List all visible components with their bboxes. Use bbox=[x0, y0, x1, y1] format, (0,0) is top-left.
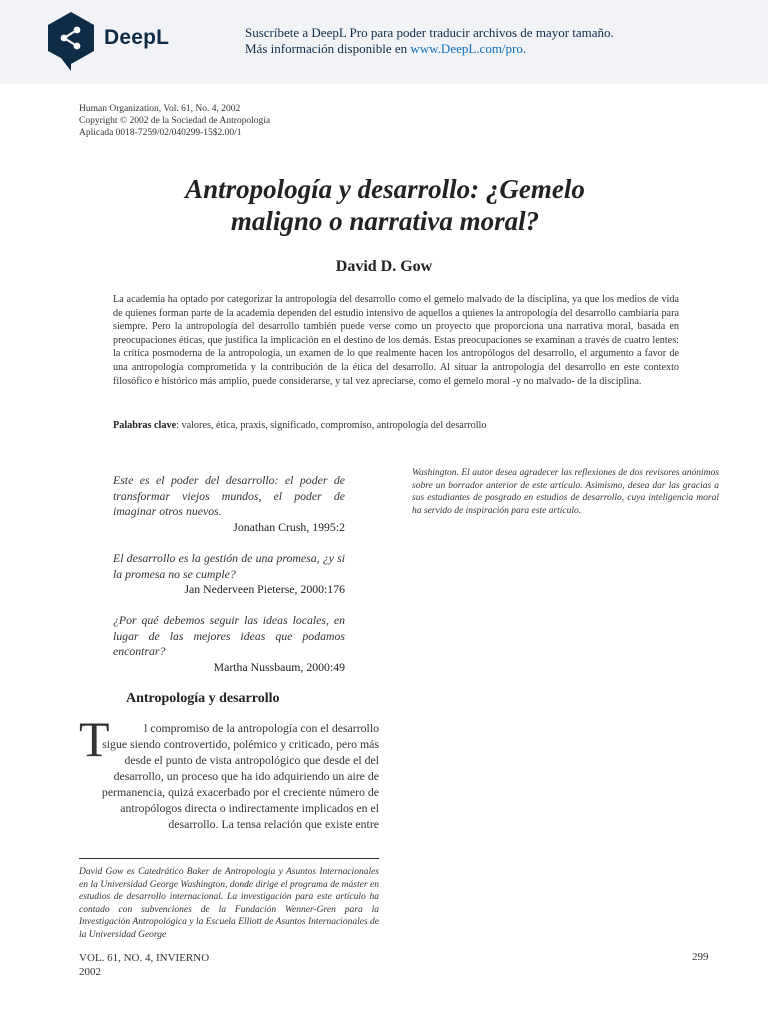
title-line-2: maligno o narrativa moral? bbox=[230, 206, 540, 236]
quote-attribution: Jan Nederveen Pieterse, 2000:176 bbox=[184, 582, 345, 596]
issn-line: Aplicada 0018-7259/02/040299-15$2.00/1 bbox=[79, 128, 242, 138]
footnote-divider bbox=[79, 858, 379, 859]
journal-citation: Human Organization, Vol. 61, No. 4, 2002 bbox=[79, 104, 241, 114]
promo-text bbox=[245, 25, 614, 56]
epigraph-quote bbox=[113, 613, 345, 675]
footer-volume-line-1: VOL. 61, NO. 4, INVIERNO bbox=[79, 952, 210, 964]
quote-attribution: Jonathan Crush, 1995:2 bbox=[233, 519, 345, 534]
journal-metadata bbox=[79, 103, 270, 139]
epigraph-quote bbox=[113, 551, 345, 598]
epigraph-quote bbox=[113, 473, 345, 535]
body-line: desde el punto de vista antropológico que desde el del bbox=[124, 753, 379, 767]
body-text bbox=[79, 720, 379, 832]
promo-line-1: Suscríbete a DeepL Pro para poder traducir archivos de mayor tamaño. bbox=[245, 25, 614, 40]
promo-line-2-prefix: Más información disponible en bbox=[245, 40, 411, 56]
body-line: l compromiso de la antropología con el desarrollo bbox=[144, 721, 379, 735]
quote-text: El desarrollo es la gestión de una promesa, ¿y si la promesa no se cumple? bbox=[113, 551, 345, 581]
body-line: permanencia, quizá exacerbado por el creciente número de bbox=[101, 785, 379, 799]
keywords-label: Palabras clave bbox=[113, 420, 177, 431]
quote-attribution: Martha Nussbaum, 2000:49 bbox=[213, 659, 345, 674]
deepl-logo-icon[interactable] bbox=[45, 10, 97, 72]
footer-volume bbox=[79, 951, 209, 979]
body-line: sigue siendo controvertido, polémico y criticado, pero más bbox=[102, 737, 379, 751]
body-line: desarrollo, un proceso que ha ido adquiriendo un aire de bbox=[113, 769, 379, 783]
title-line-1: Antropología y desarrollo: ¿Gemelo bbox=[185, 174, 585, 204]
section-heading: Antropología y desarrollo bbox=[126, 691, 280, 706]
abstract: La academia ha optado por categorizar la antropología del desarrollo como el gemelo malvado de la disciplina, ya que los medios de vida de quienes forman parte de la academia dependen del estudio intensivo de aquellos a quienes la antropología del desarrollo cambiaría para siempre. Pero la antropología del desarrollo también puede verse como un proyecto que proporciona una narrativa moral, basada en preocupaciones éticas, que justifica la implicación en el destino de los demás. Estas preocupaciones se examinan a través de cuatro lentes: la crítica posmoderna de la antropología, un examen de lo que realmente hacen los antropólogos del desarrollo, el argumento a favor de una antropología comprometida y la contribución de la ética del desarrollo. Al situar la antropología del desarrollo en este contexto filosófico e histórico más amplio, puede considerarse, y tal vez apreciarse, como el gemelo moral -y no malvado- de la disciplina. bbox=[113, 294, 679, 387]
promo-line-2-suffix: . bbox=[522, 40, 527, 56]
copyright-line: Copyright © 2002 de la Sociedad de Antropología bbox=[79, 116, 271, 126]
author-footnote: David Gow es Catedrático Baker de Antropología y Asuntos Internacionales en la Universidad George Washington, donde dirige el programa de máster en estudios de desarrollo internacional. La investigación para este artículo ha contado con subvenciones de la Fundación Wenner-Gren para la Investigación Antropológica y la Escuela Elliott de Asuntos Internacionales de la Universidad George bbox=[79, 867, 379, 940]
quote-text: Este es el poder del desarrollo: el poder de transformar viejos mundos, el poder de imaginar otros nuevos. bbox=[113, 473, 345, 518]
deepl-banner bbox=[0, 0, 768, 84]
promo-line-2 bbox=[245, 41, 614, 57]
body-line: antropólogos directa o indirectamente implicados en el bbox=[120, 801, 379, 815]
author-footnote-continued: Washington. El autor desea agradecer las reflexiones de dos revisores anónimos sobre un borrador anterior de este artículo. Asimismo, desea dar las gracias a sus estudiantes de posgrado en estudios de desarrollo, cuya inteligencia moral ha servido de inspiración para este artículo. bbox=[412, 468, 719, 516]
article-title bbox=[140, 173, 630, 237]
keywords-list: : valores, ética, praxis, significado, compromiso, antropología del desarrollo bbox=[176, 420, 487, 431]
deepl-pro-link[interactable]: www.DeepL.com/pro bbox=[410, 40, 523, 56]
body-line: desarrollo. La tensa relación que existe entre bbox=[168, 817, 379, 831]
author-name: David D. Gow bbox=[335, 258, 433, 275]
quote-text: ¿Por qué debemos seguir las ideas locales, en lugar de las mejores ideas que podamos encontrar? bbox=[113, 613, 345, 658]
drop-cap: T bbox=[79, 711, 110, 767]
footer-volume-line-2: 2002 bbox=[79, 966, 101, 978]
deepl-logo-text[interactable]: DeepL bbox=[104, 26, 170, 49]
keywords bbox=[113, 419, 679, 432]
page-number: 299 bbox=[692, 951, 709, 963]
